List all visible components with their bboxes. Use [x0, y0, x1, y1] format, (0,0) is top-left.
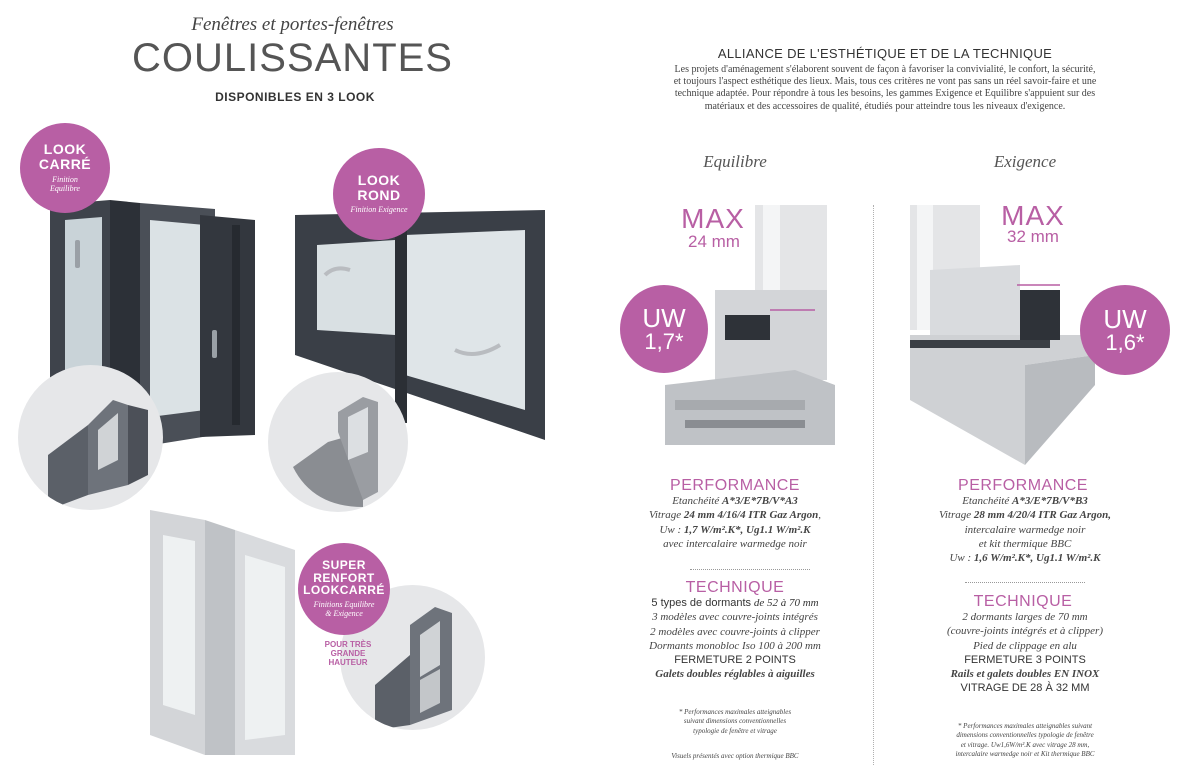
- look-carre-note2: Equilibre: [50, 184, 80, 194]
- equilibre-footnote3: typologie de fenêtre et vitrage: [693, 726, 777, 735]
- looks-line: DISPONIBLES EN 3 LOOK: [215, 90, 375, 104]
- super-renfort-window-image: [145, 505, 315, 760]
- subtitle: Fenêtres et portes-fenêtres: [191, 14, 394, 35]
- super-renfort-note2: & Exigence: [325, 609, 363, 619]
- equilibre-footnote1: * Performances maximales atteignables: [678, 708, 792, 716]
- equilibre-max-value: 24 mm: [688, 232, 740, 251]
- exigence-uw-badge: [1080, 285, 1170, 375]
- look-rond-profile-circle: [268, 372, 408, 512]
- look-rond-line2: ROND: [357, 186, 401, 203]
- exigence-separator: [965, 582, 1085, 583]
- intro-line2: et toujours l'aspect esthétique des lieux. Mais, tous ces critères ne vont pas sans un réel savoir-faire et une: [673, 76, 1097, 88]
- equilibre-perf4: avec intercalaire warmedge noir: [663, 537, 807, 550]
- exigence-perf3: intercalaire warmedge noir: [964, 523, 1086, 536]
- page-title: COULISSANTES: [132, 36, 453, 80]
- equilibre-uw-value: 1,7*: [644, 329, 684, 354]
- exigence-perf1-value: A*3/E*7B/V*B3: [1012, 495, 1088, 507]
- equilibre-separator: [690, 569, 810, 570]
- exigence-tech5: Rails et galets doubles EN INOX: [950, 668, 1100, 681]
- equilibre-tech3: 2 modèles avec couvre-joints à clipper: [650, 625, 820, 638]
- height-note: [318, 640, 378, 668]
- exigence-tech1: 2 dormants larges de 70 mm: [962, 611, 1088, 623]
- intro-line3: technique adaptée. Pour répondre à tous les besoins, les gammes Exigence et Equilibre s'appuient sur des: [674, 88, 1096, 100]
- look-carre-line1: LOOK: [43, 141, 87, 158]
- look-carre-badge: [20, 123, 110, 213]
- equilibre-perf1-value: A*3/E*7B/V*A3: [722, 495, 798, 507]
- exigence-technique-block: [900, 610, 1150, 696]
- equilibre-uw-badge: [620, 285, 708, 373]
- exigence-tech4: FERMETURE 3 POINTS: [964, 653, 1086, 666]
- intro-line1: Les projets d'aménagement s'élaborent souvent de façon à favoriser la convivialité, le confort, la sécurité,: [674, 64, 1096, 75]
- equilibre-tech1-strong: 5 types de dormants: [651, 597, 752, 609]
- equilibre-perf3-label: Uw :: [659, 523, 684, 536]
- exigence-performance-title: PERFORMANCE: [958, 477, 1088, 494]
- exigence-footnote1: * Performances maximales atteignables suivant: [957, 722, 1093, 730]
- exigence-footnote2: dimensions conventionnelles typologie de fenêtre: [956, 731, 1094, 740]
- intro-line4: matériaux et des accessoires de qualité, étudiés pour atteindre tous les niveaux d'exigence.: [704, 100, 1066, 112]
- equilibre-technique-title: TECHNIQUE: [685, 579, 785, 596]
- exigence-name: Exigence: [993, 152, 1057, 171]
- equilibre-perf2-comma: ,: [818, 509, 822, 522]
- exigence-perf2-value: 28 mm 4/20/4 ITR Gaz Argon,: [973, 509, 1112, 522]
- look-carre-line2: CARRÉ: [38, 155, 92, 172]
- exigence-max-label: MAX: [1001, 200, 1065, 231]
- equilibre-footnote: [660, 708, 810, 736]
- look-carre-note1: Finition: [52, 174, 78, 184]
- equilibre-footnote2: suivant dimensions conventionnelles: [683, 717, 787, 726]
- intro-paragraph: [600, 64, 1170, 113]
- exigence-performance-block: [910, 494, 1140, 565]
- exigence-max-value: 32 mm: [1007, 227, 1059, 246]
- look-rond-badge: [333, 148, 425, 240]
- super-renfort-line1: SUPER: [322, 558, 366, 573]
- equilibre-perf2-value: 24 mm 4/16/4 ITR Gaz Argon: [683, 509, 819, 522]
- look-carre-profile-circle: [18, 365, 163, 510]
- exigence-tech6: VITRAGE DE 28 À 32 MM: [960, 682, 1090, 695]
- exigence-tech2: (couvre-joints intégrés et à clipper): [947, 625, 1103, 638]
- exigence-technique-title: TECHNIQUE: [973, 593, 1073, 610]
- equilibre-tech5: FERMETURE 2 POINTS: [674, 654, 796, 667]
- equilibre-perf2-label: Vitrage: [648, 509, 684, 522]
- equilibre-technique-block: [615, 596, 855, 682]
- equilibre-name: Equilibre: [703, 152, 767, 171]
- height-note-line1: POUR TRÈS: [324, 640, 372, 649]
- super-renfort-note1: Finitions Equilibre: [313, 599, 375, 609]
- height-note-line3: HAUTEUR: [328, 658, 368, 668]
- exigence-perf5-value: 1,6 W/m².K*, Ug1.1 W/m².K: [973, 552, 1101, 565]
- equilibre-tech2: 3 modèles avec couvre-joints intégrés: [652, 611, 818, 624]
- equilibre-perf1-label: Etanchéité: [672, 495, 722, 507]
- exigence-perf5-label: Uw :: [949, 552, 974, 565]
- equilibre-tech6: Galets doubles réglables à aiguilles: [655, 668, 815, 681]
- exigence-perf2-label: Vitrage: [938, 509, 974, 522]
- equilibre-visuals-note: Visuels présentés avec option thermique BBC: [671, 752, 799, 760]
- exigence-tech3: Pied de clippage en alu: [973, 639, 1077, 652]
- height-note-line2: GRANDE: [330, 649, 366, 659]
- super-renfort-badge: [298, 543, 390, 635]
- equilibre-perf3-value: 1,7 W/m².K*, Ug1.1 W/m².K: [683, 523, 811, 536]
- equilibre-performance-block: [625, 494, 845, 551]
- super-renfort-line2: RENFORT: [313, 570, 375, 585]
- equilibre-max-label: MAX: [681, 203, 745, 234]
- exigence-perf4: et kit thermique BBC: [978, 537, 1072, 550]
- exigence-footnote4: intercalaire warmedge noir et Kit thermique BBC: [955, 750, 1095, 759]
- equilibre-tech1-rest: de 52 à 70 mm: [751, 597, 819, 609]
- equilibre-uw-label: UW: [642, 303, 686, 333]
- equilibre-tech4: Dormants monobloc Iso 100 à 200 mm: [649, 639, 821, 652]
- look-rond-note1: Finition Exigence: [350, 205, 408, 215]
- look-rond-line1: LOOK: [357, 172, 401, 189]
- right-heading: ALLIANCE DE L'ESTHÉTIQUE ET DE LA TECHNIQUE: [717, 46, 1053, 61]
- exigence-footnote3: et vitrage. Uw1,6W/m².K avec vitrage 28 mm,: [960, 740, 1090, 749]
- exigence-footnote: [935, 722, 1115, 760]
- exigence-perf1-label: Etanchéité: [962, 495, 1012, 507]
- super-renfort-line3: LOOKCARRÉ: [303, 583, 385, 598]
- exigence-uw-label: UW: [1103, 304, 1147, 334]
- column-divider: [873, 205, 874, 765]
- exigence-uw-value: 1,6*: [1105, 330, 1145, 355]
- equilibre-performance-title: PERFORMANCE: [670, 477, 800, 494]
